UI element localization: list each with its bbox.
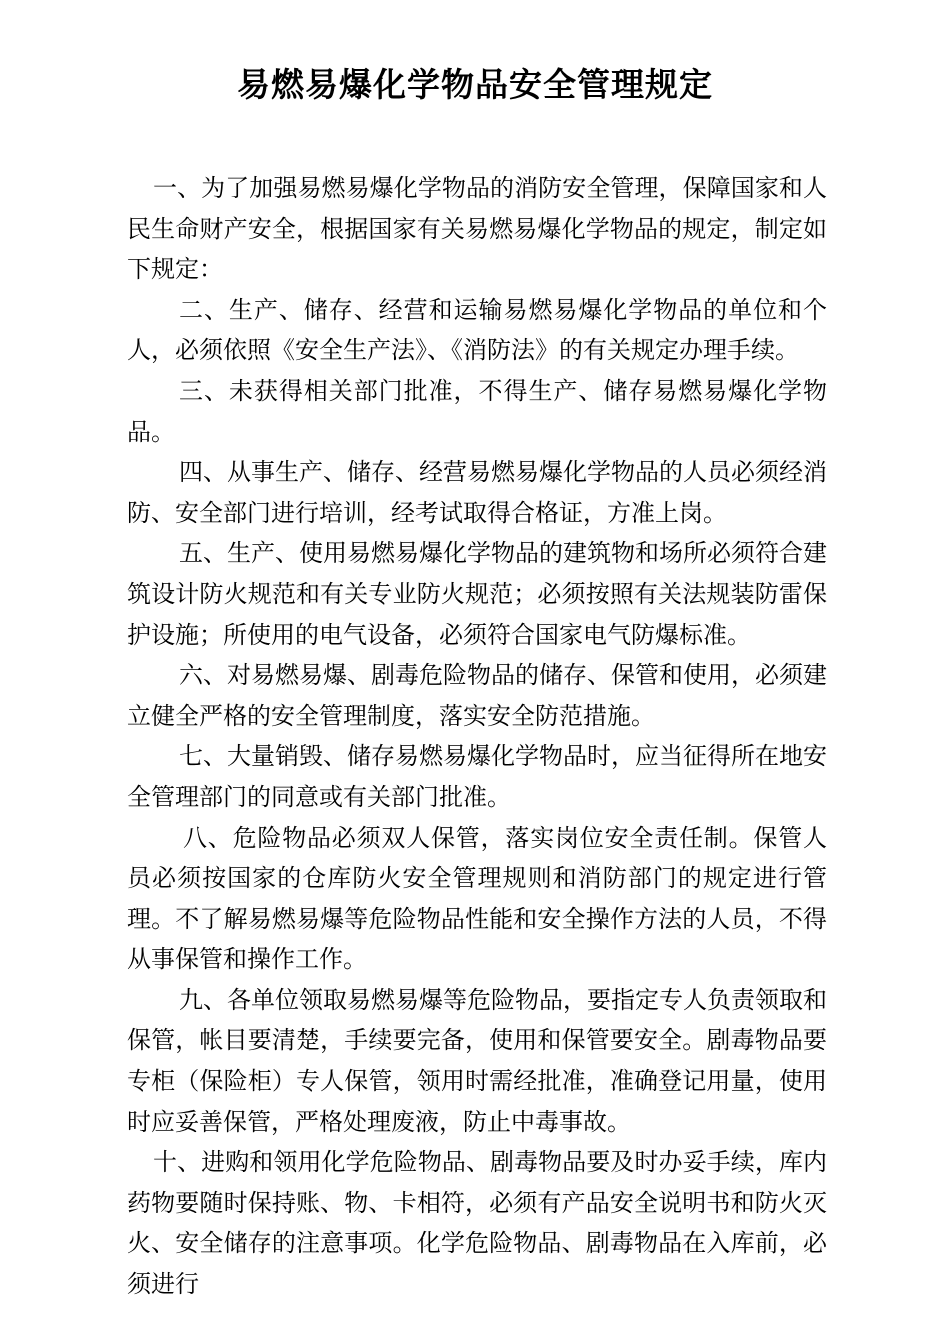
paragraph-4: 四、从事生产、储存、经营易燃易爆化学物品的人员必须经消防、安全部门进行培训，经考试取得合格证，方准上岗。: [127, 458, 827, 527]
paragraph-10: 十、进购和领用化学危险物品、剧毒物品要及时办妥手续，库内药物要随时保持账、物、卡相符，必须有产品安全说明书和防火灭火、安全储存的注意事项。化学危险物品、剧毒物品在入库前，必须进行: [127, 1148, 827, 1299]
paragraph-9: 九、各单位领取易燃易爆等危险物品，要指定专人负责领取和保管，帐目要清楚，手续要完备，使用和保管要安全。剧毒物品要专柜（保险柜）专人保管，领用时需经批准，准确登记用量，使用时应妥善保管，严格处理废液，防止中毒事故。: [127, 985, 827, 1136]
paragraph-1: 一、为了加强易燃易爆化学物品的消防安全管理，保障国家和人民生命财产安全，根据国家有关易燃易爆化学物品的规定，制定如下规定：: [127, 174, 827, 284]
paragraph-6: 六、对易燃易爆、剧毒危险物品的储存、保管和使用，必须建立健全严格的安全管理制度，落实安全防范措施。: [127, 661, 827, 730]
paragraph-2: 二、生产、储存、经营和运输易燃易爆化学物品的单位和个人，必须依照《安全生产法》、《消防法》的有关规定办理手续。: [127, 295, 827, 365]
document-title: 易燃易爆化学物品安全管理规定: [237, 65, 713, 104]
paragraph-3: 三、未获得相关部门批准，不得生产、储存易燃易爆化学物品。: [127, 376, 827, 446]
paragraph-8: 八、危险物品必须双人保管，落实岗位安全责任制。保管人员必须按国家的仓库防火安全管理规则和消防部门的规定进行管理。不了解易燃易爆等危险物品性能和安全操作方法的人员，不得从事保管和操作工作。: [127, 823, 827, 974]
document-body: [127, 168, 827, 1305]
paragraph-7: 七、大量销毁、储存易燃易爆化学物品时，应当征得所在地安全管理部门的同意或有关部门批准。: [127, 742, 827, 811]
paragraph-5: 五、生产、使用易燃易爆化学物品的建筑物和场所必须符合建筑设计防火规范和有关专业防火规范；必须按照有关法规装防雷保护设施；所使用的电气设备，必须符合国家电气防爆标准。: [127, 539, 827, 649]
